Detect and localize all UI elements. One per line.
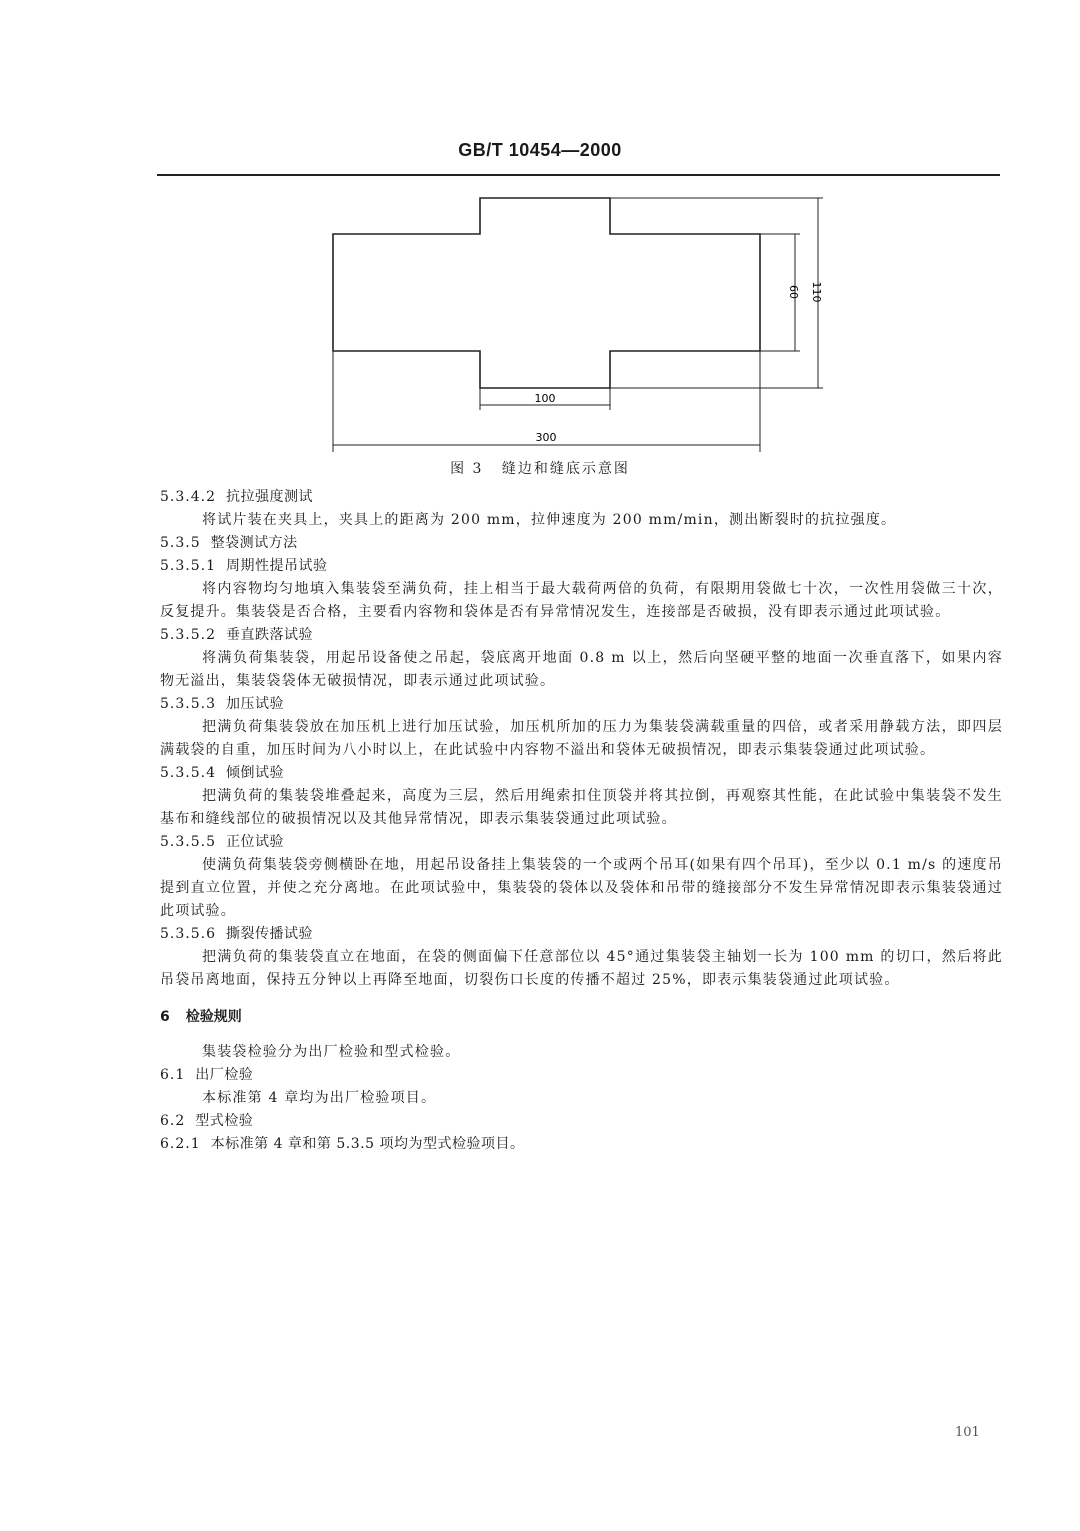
section-heading: 6.1 出厂检验 [160,1067,254,1083]
dim-label-110: 110 [810,281,823,303]
section-heading: 6.2 型式检验 [160,1113,254,1129]
section-heading: 5.3.5.4 倾倒试验 [160,765,284,781]
section-heading: 5.3.4.2 抗拉强度测试 [160,489,313,505]
section-heading: 5.3.5.1 周期性提吊试验 [160,558,328,574]
paragraph: 将内容物均匀地填入集装袋至满负荷，挂上相当于最大载荷两倍的负荷，有限期用袋做七十次，一次性用袋做三十次，反复提升。集装袋是否合格，主要看内容物和袋体是否有异常情况发生，连接部是否破损，没有即表示通过此项试验。 [160,581,1003,620]
paragraph: 集装袋检验分为出厂检验和型式检验。 [202,1044,461,1060]
paragraph: 使满负荷集装袋旁侧横卧在地，用起吊设备挂上集装袋的一个或两个吊耳(如果有四个吊耳)，至少以 0.1 m/s 的速度吊提到直立位置，并使之充分离地。在此项试验中，集装袋的袋体以及袋体和吊带的缝接部分不发生异常情况即表示集装袋通过此项试验。 [160,857,1003,919]
standard-code-header: GB/T 10454—2000 [458,140,622,160]
dim-label-300: 300 [535,431,557,444]
figure-caption-title: 缝边和缝底示意图 [501,461,630,477]
dim-label-60: 60 [787,285,800,299]
figure-caption-number: 图 3 [450,461,484,477]
paragraph: 将满负荷集装袋，用起吊设备使之吊起，袋底离开地面 0.8 m 以上，然后向坚硬平整的地面一次垂直落下，如果内容物无溢出，集装袋袋体无破损情况，即表示通过此项试验。 [160,650,1003,689]
figure-caption [0,458,1080,478]
cross-shape-outline [333,198,760,388]
page-number: 101 [955,1425,980,1440]
section-heading: 5.3.5.5 正位试验 [160,834,284,850]
paragraph: 把满负荷集装袋放在加压机上进行加压试验，加压机所加的压力为集装袋满载重量的四倍，或者采用静载方法，即四层满载袋的自重，加压时间为八小时以上，在此试验中内容物不溢出和袋体无破损情况，即表示集装袋通过此项试验。 [160,719,1003,758]
paragraph: 把满负荷的集装袋堆叠起来，高度为三层，然后用绳索扣住顶袋并将其拉倒，再观察其性能，在此试验中集装袋不发生基布和缝线部位的破损情况以及其他异常情况，即表示集装袋通过此项试验。 [160,788,1003,827]
section-heading: 5.3.5.2 垂直跌落试验 [160,627,313,643]
section-heading: 5.3.5.6 撕裂传播试验 [160,926,313,942]
paragraph: 把满负荷的集装袋直立在地面，在袋的侧面偏下任意部位以 45°通过集装袋主轴划一长为 100 mm 的切口，然后将此吊袋吊离地面，保持五分钟以上再降至地面，切裂伤口长度的传播不超过 25%，即表示集装袋通过此项试验。 [160,949,1003,988]
body-content [160,486,1003,1156]
figure-3-diagram [320,190,840,455]
header-rule [157,174,1000,176]
chapter-heading: 6 检验规则 [160,1009,242,1025]
section-heading: 5.3.5 整袋测试方法 [160,535,298,551]
dim-label-100: 100 [534,392,556,405]
paragraph: 将试片装在夹具上，夹具上的距离为 200 mm，拉伸速度为 200 mm/min，测出断裂时的抗拉强度。 [202,512,897,528]
paragraph: 本标准第 4 章均为出厂检验项目。 [202,1090,437,1106]
section-heading: 5.3.5.3 加压试验 [160,696,284,712]
section-heading: 6.2.1 本标准第 4 章和第 5.3.5 项均为型式检验项目。 [160,1136,525,1152]
